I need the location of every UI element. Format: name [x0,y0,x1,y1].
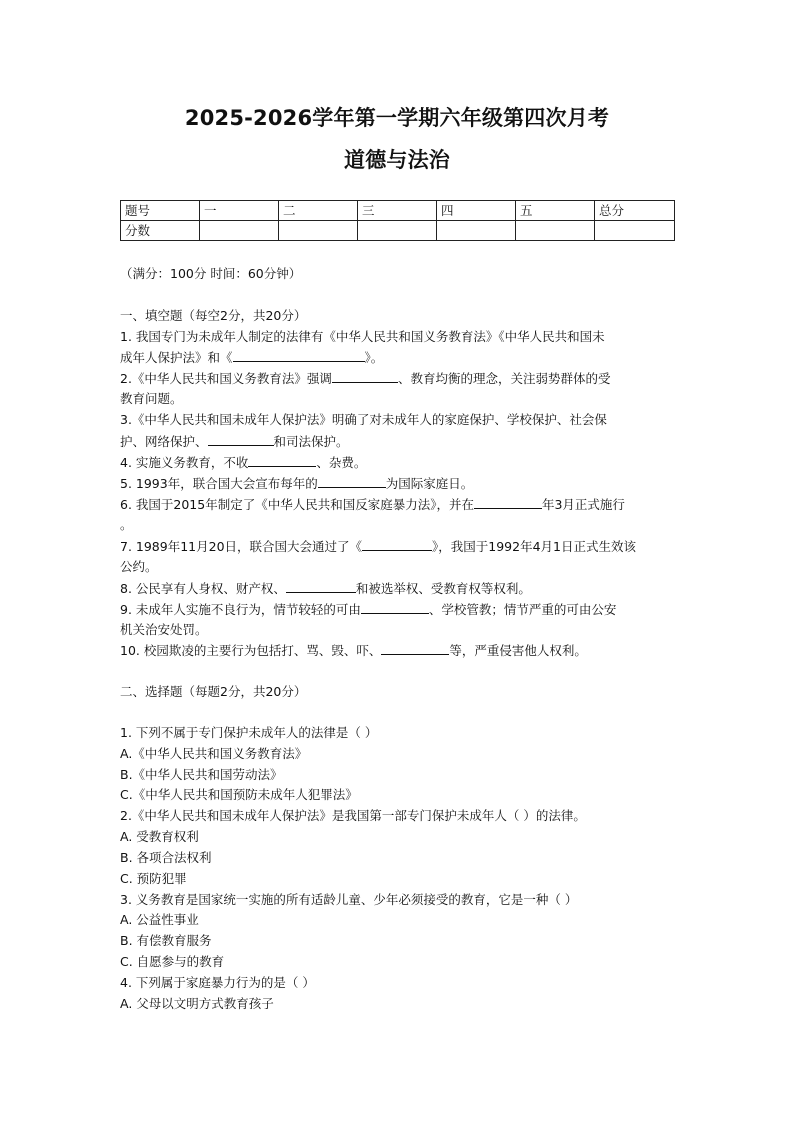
fill-line: 6. 我国于2015年制定了《中华人民共和国反家庭暴力法》，并在 年3月正式施行 [120,494,680,515]
score-cell[interactable] [358,221,437,241]
question-line: 2.《中华人民共和国未成年人保护法》是我国第一部专门保护未成年人（ ）的法律。 [120,808,586,823]
score-cell[interactable] [437,221,516,241]
option-line[interactable]: C. 预防犯罪 [120,871,187,886]
answer-blank[interactable] [361,599,429,614]
option-line[interactable]: C. 自愿参与的教育 [120,954,225,969]
fill-line: 机关治安处罚。 [120,622,208,637]
fill-line: 5. 1993年，联合国大会宣布每年的 为国际家庭日。 [120,473,680,494]
exam-info: （满分：100分 时间：60分钟） [120,266,302,281]
answer-blank[interactable] [233,347,365,362]
fill-line: 7. 1989年11月20日，联合国大会通过了《 》，我国于1992年4月1日正式生效该 [120,536,680,557]
exam-title: 2025-2026学年第一学期六年级第四次月考 [184,106,610,130]
option-line[interactable]: B.《中华人民共和国劳动法》 [120,767,283,782]
fill-line: 公约。 [120,559,158,574]
question-line: 4. 下列属于家庭暴力行为的是（ ） [120,975,315,990]
option-line[interactable]: A. 受教育权利 [120,829,199,844]
answer-blank[interactable] [248,452,316,467]
table-cell: 分数 [121,221,200,241]
table-cell: 总分 [595,201,675,221]
score-table-header-row [121,201,675,221]
option-line[interactable]: A. 父母以文明方式教育孩子 [120,996,274,1011]
score-table-score-row [121,221,675,241]
fill-line: 8. 公民享有人身权、财产权、 和被选举权、受教育权等权利。 [120,578,680,599]
option-line[interactable]: A.《中华人民共和国义务教育法》 [120,746,308,761]
option-line[interactable]: B. 各项合法权利 [120,850,212,865]
answer-blank[interactable] [318,473,386,488]
option-line[interactable]: A. 公益性事业 [120,912,199,927]
table-cell: 二 [279,201,358,221]
fill-line: 2.《中华人民共和国义务教育法》强调 、教育均衡的理念，关注弱势群体的受 [120,368,680,389]
fill-line: 。 [120,517,133,532]
subject-title: 道德与法治 [344,148,450,172]
fill-line: 10. 校园欺凌的主要行为包括打、骂、毁、吓、 等，严重侵害他人权利。 [120,640,680,661]
answer-blank[interactable] [208,431,274,446]
score-cell[interactable] [200,221,279,241]
section2-heading: 二、选择题（每题2分，共20分） [120,684,307,699]
answer-blank[interactable] [332,368,398,383]
fill-line: 1. 我国专门为未成年人制定的法律有《中华人民共和国义务教育法》《中华人民共和国未 [120,329,605,344]
answer-blank[interactable] [286,578,356,593]
table-cell: 四 [437,201,516,221]
table-cell: 一 [200,201,279,221]
score-cell[interactable] [279,221,358,241]
option-line[interactable]: B. 有偿教育服务 [120,933,212,948]
fill-line: 成年人保护法》和《 》。 [120,347,680,368]
score-cell[interactable] [595,221,675,241]
question-line: 3. 义务教育是国家统一实施的所有适龄儿童、少年必须接受的教育，它是一种（ ） [120,892,578,907]
fill-line: 护、网络保护、 和司法保护。 [120,431,680,452]
fill-line: 教育问题。 [120,391,183,406]
answer-blank[interactable] [362,536,432,551]
question-line: 1. 下列不属于专门保护未成年人的法律是（ ） [120,725,378,740]
option-line[interactable]: C.《中华人民共和国预防未成年人犯罪法》 [120,787,358,802]
table-cell: 五 [516,201,595,221]
answer-blank[interactable] [474,494,542,509]
score-cell[interactable] [516,221,595,241]
table-cell: 题号 [121,201,200,221]
section1-heading: 一、填空题（每空2分，共20分） [120,308,307,323]
fill-line: 4. 实施义务教育，不收 、杂费。 [120,452,680,473]
table-cell: 三 [358,201,437,221]
answer-blank[interactable] [381,640,449,655]
fill-line: 3.《中华人民共和国未成年人保护法》明确了对未成年人的家庭保护、学校保护、社会保 [120,412,607,427]
fill-line: 9. 未成年人实施不良行为，情节较轻的可由 、学校管教；情节严重的可由公安 [120,599,680,620]
score-table [120,200,675,241]
